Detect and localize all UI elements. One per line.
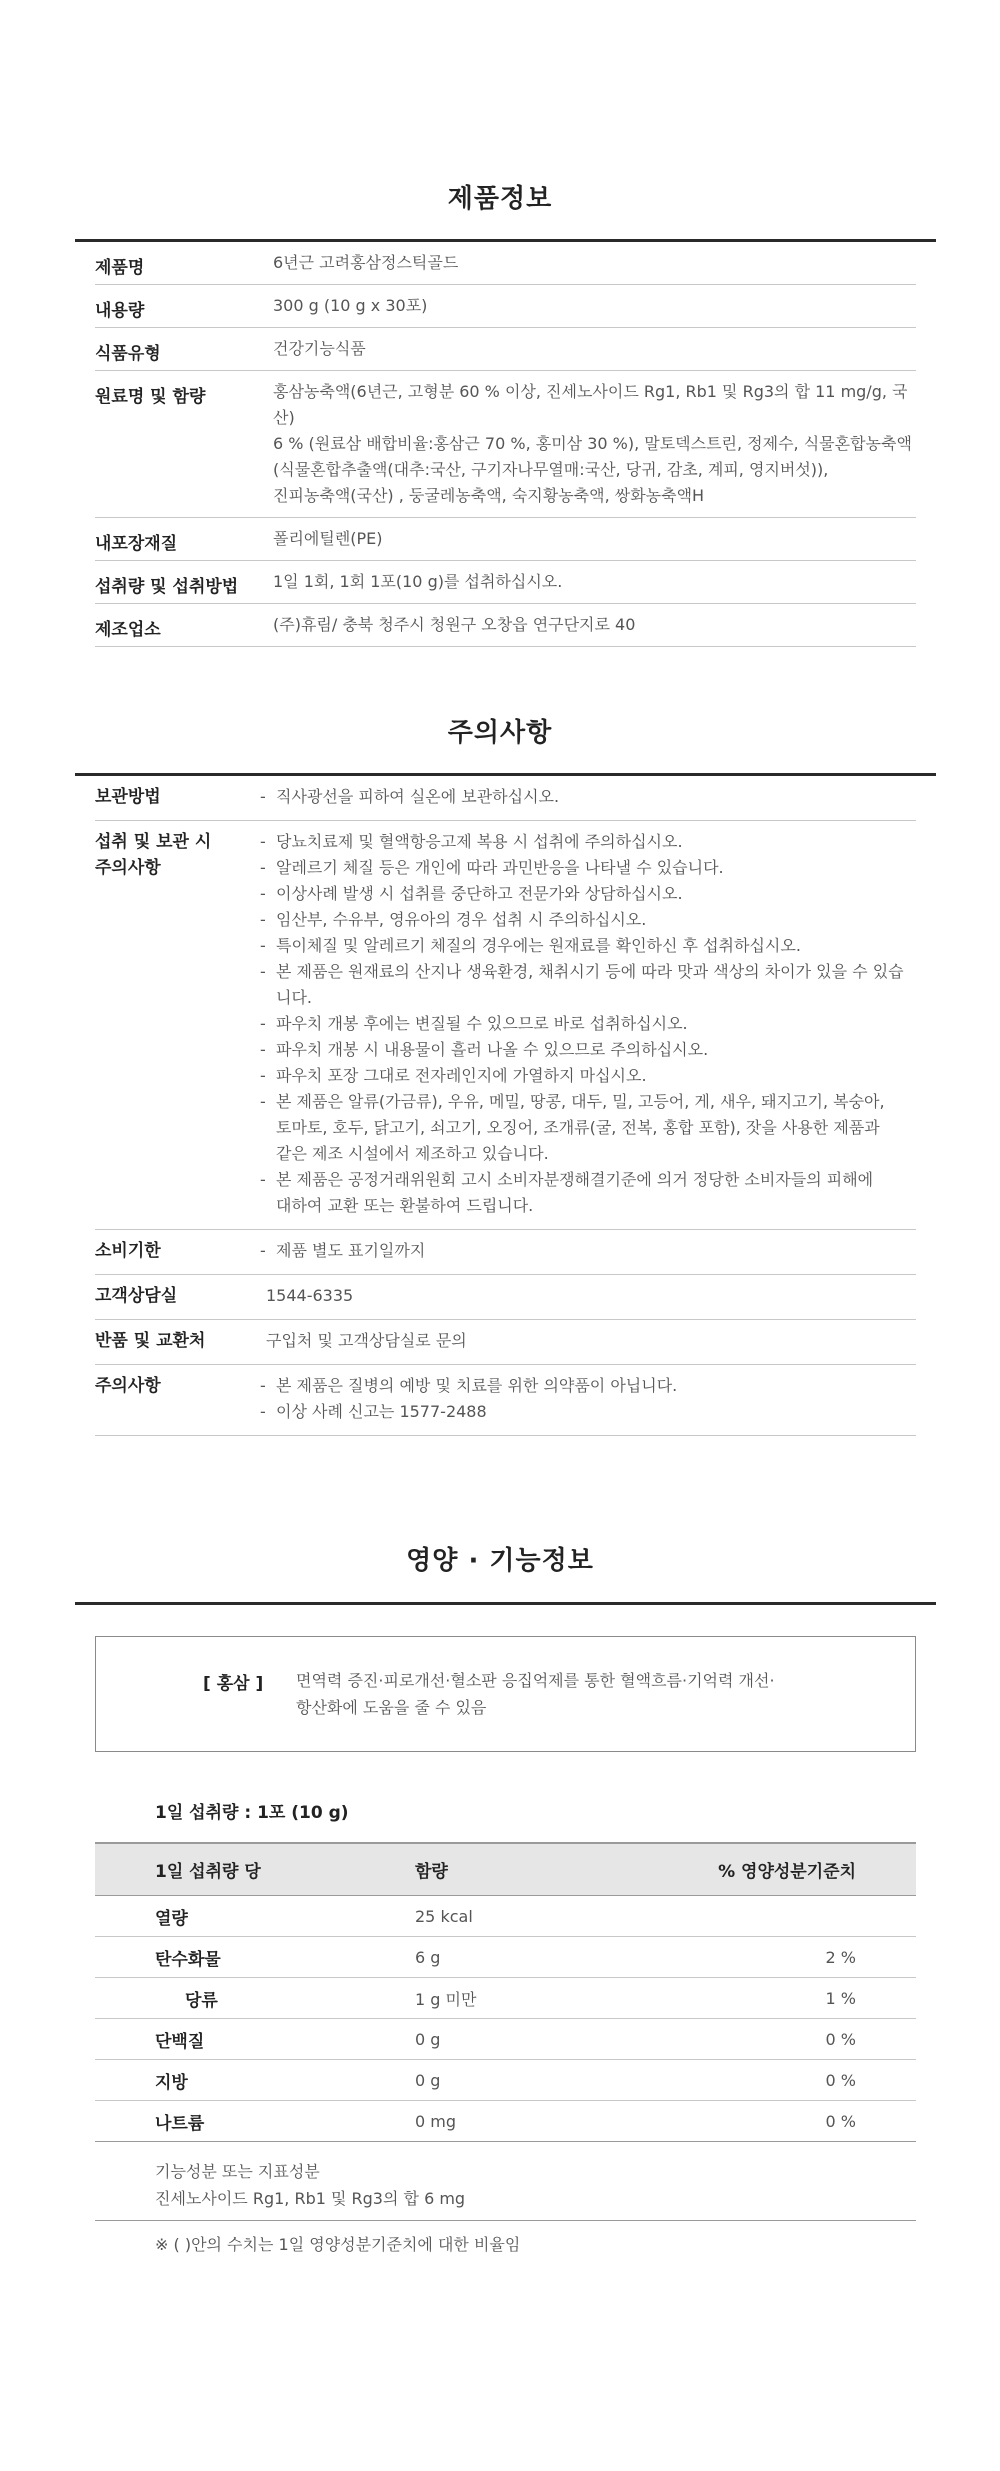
caution-bullet-item: [260, 1089, 916, 1167]
function-line-2: 항산화에 도움을 줄 수 있음: [296, 1698, 487, 1717]
caution-bullet-line: 같은 제조 시설에서 제조하고 있습니다.: [276, 1144, 549, 1163]
nutrient-name: 단백질: [155, 2031, 205, 2052]
product-info-line: 1일 1회, 1회 1포(10 g)를 섭취하십시오.: [273, 572, 563, 591]
caution-bullet-line: - 본 제품은 원재료의 산지나 생육환경, 채취시기 등에 따라 맛과 색상의 차이가 있을 수 있습니다.: [276, 962, 904, 1007]
caution-bullet-line: - 파우치 포장 그대로 전자레인지에 가열하지 마십시오.: [276, 1066, 647, 1085]
product-info-row: [95, 242, 916, 285]
intake-items: [260, 821, 916, 1229]
product-info-line: 폴리에틸렌(PE): [273, 529, 383, 548]
caution-bullet-item: - 제품 별도 표기일까지: [260, 1238, 916, 1264]
product-info-line: (주)휴림/ 충북 청주시 청원구 오창읍 연구단지로 40: [273, 615, 636, 634]
storage-label: 보관방법: [95, 787, 161, 807]
nutrition-row: [95, 1978, 916, 2019]
product-info-line: 6년근 고려홍삼정스틱골드: [273, 253, 459, 272]
header-per-serving: 1일 섭취량 당: [155, 1862, 261, 1882]
nutrition-table-header: [95, 1842, 916, 1896]
cs-label: 고객상담실: [95, 1286, 178, 1306]
caution-bullet-item: [260, 1011, 916, 1037]
nutrition-row: [95, 1937, 916, 1978]
daily-value-note: ※ ( )안의 수치는 1일 영양성분기준치에 대한 비율임: [155, 2235, 521, 2254]
product-info-value: [273, 518, 916, 560]
function-text: [296, 1667, 856, 1721]
caution-bullet-item: [260, 1167, 916, 1219]
nutrient-amount: 25 kcal: [415, 1906, 473, 1926]
product-info-line: (식물혼합추출액(대추:국산, 구기자나무열매:국산, 당귀, 감초, 계피, 영지버섯)),: [273, 460, 829, 479]
product-info-label: 원료명 및 함량: [95, 387, 206, 407]
nutrient-amount: 0 g: [415, 2070, 441, 2090]
cs-phone: 1544-6335: [266, 1286, 354, 1305]
caution-title: 주의사항: [447, 718, 553, 748]
function-label: [ 홍삼 ]: [203, 1674, 264, 1694]
product-info-value: [273, 371, 916, 517]
product-info-row: [95, 285, 916, 328]
caution-row-intake: [95, 821, 916, 1230]
nutrient-daily-value: 1 %: [825, 1988, 856, 2008]
intake-label-line-2: 주의사항: [95, 858, 161, 878]
caution-bullet-line: 토마토, 호두, 닭고기, 쇠고기, 오징어, 조개류(굴, 전복, 홍합 포함), 잣을 사용한 제품과: [276, 1118, 880, 1137]
nutrient-daily-value: 0 %: [825, 2111, 856, 2131]
caution-bullet-item: - 본 제품은 질병의 예방 및 치료를 위한 의약품이 아닙니다.: [260, 1373, 916, 1399]
intake-label-line-1: 섭취 및 보관 시: [95, 832, 212, 852]
header-daily-value: % 영양성분기준치: [718, 1862, 856, 1882]
product-info-value: [273, 328, 916, 370]
product-info-table: [95, 242, 916, 647]
product-info-title: 제품정보: [447, 184, 553, 214]
caution-bullet-item: [260, 881, 916, 907]
nutrient-name: 당류: [185, 1990, 218, 2011]
nutrient-daily-value: 0 %: [825, 2070, 856, 2090]
nutrient-amount: 6 g: [415, 1947, 441, 1967]
nutrient-name: 나트륨: [155, 2113, 205, 2134]
nutrient-amount: 1 g 미만: [415, 1989, 477, 2009]
caution-row-refund: [95, 1320, 916, 1365]
intake-label: [95, 821, 260, 1229]
function-box: [95, 1636, 916, 1752]
storage-items: [260, 776, 916, 820]
caution-row-cs: [95, 1275, 916, 1320]
caution-bullet-line: - 파우치 개봉 시 내용물이 흘러 나올 수 있으므로 주의하십시오.: [276, 1040, 709, 1059]
caution-bullet-item: [260, 907, 916, 933]
nutrition-table: [95, 1842, 916, 2142]
product-info-line: 6 % (원료삼 배합비율:홍삼근 70 %, 홍미삼 30 %), 말토덱스트린, 정제수, 식물혼합농축액: [273, 434, 912, 453]
product-info-line: 홍삼농축액(6년근, 고형분 60 % 이상, 진세노사이드 Rg1, Rb1 및 Rg3의 합 11 mg/g, 국산): [273, 382, 908, 427]
notice-items: [260, 1365, 916, 1435]
caution-bullet-item: [260, 855, 916, 881]
caution-bullet-line: - 본 제품은 공정거래위원회 고시 소비자분쟁해결기준에 의거 정당한 소비자들의 피해에: [276, 1170, 874, 1189]
product-info-label: 제품명: [95, 258, 145, 278]
serving-size: 1일 섭취량 : 1포 (10 g): [155, 1803, 349, 1823]
nutrition-row: [95, 2060, 916, 2101]
functional-component-value: 진세노사이드 Rg1, Rb1 및 Rg3의 합 6 mg: [155, 2189, 466, 2208]
product-info-label: 섭취량 및 섭취방법: [95, 577, 239, 597]
caution-bullet-line: - 알레르기 체질 등은 개인에 따라 과민반응을 나타낼 수 있습니다.: [276, 858, 724, 877]
caution-bullet-line: - 당뇨치료제 및 혈액항응고제 복용 시 섭취에 주의하십시오.: [276, 832, 683, 851]
caution-bullet-line: - 임산부, 수유부, 영유아의 경우 섭취 시 주의하십시오.: [276, 910, 647, 929]
functional-component-title: 기능성분 또는 지표성분: [155, 2162, 320, 2181]
caution-row-storage: [95, 776, 916, 821]
functional-component: [95, 2148, 916, 2221]
caution-table: [95, 776, 916, 1436]
caution-bullet-line: - 이상사례 발생 시 섭취를 중단하고 전문가와 상담하십시오.: [276, 884, 683, 903]
product-info-row: [95, 328, 916, 371]
nutrient-amount: 0 g: [415, 2029, 441, 2049]
nutrition-title: 영양 · 기능정보: [406, 1546, 594, 1576]
caution-bullet-item: - 직사광선을 피하여 실온에 보관하십시오.: [260, 784, 916, 810]
nutrient-amount: 0 mg: [415, 2111, 457, 2131]
expiry-items: [260, 1230, 916, 1274]
product-info-line: 건강기능식품: [273, 339, 366, 358]
nutrient-name: 탄수화물: [155, 1949, 221, 1970]
caution-bullet-item: [260, 959, 916, 1011]
caution-bullet-item: [260, 933, 916, 959]
nutrition-row: [95, 2101, 916, 2142]
product-info-row: [95, 561, 916, 604]
product-info-label: 식품유형: [95, 344, 161, 364]
caution-bullet-item: - 이상 사례 신고는 1577-2488: [260, 1399, 916, 1425]
nutrient-daily-value: 0 %: [825, 2029, 856, 2049]
product-info-line: 진피농축액(국산) , 둥굴레농축액, 숙지황농축액, 쌍화농축액H: [273, 486, 705, 505]
nutrient-name: 지방: [155, 2072, 188, 2093]
product-info-label: 내용량: [95, 301, 145, 321]
header-amount: 함량: [415, 1862, 448, 1882]
product-info-row: [95, 371, 916, 518]
product-info-value: [273, 604, 916, 646]
product-info-row: [95, 518, 916, 561]
nutrient-daily-value: 2 %: [825, 1947, 856, 1967]
product-info-value: [273, 285, 916, 327]
caution-bullet-line: 대하여 교환 또는 환불하여 드립니다.: [276, 1196, 534, 1215]
caution-bullet-line: - 본 제품은 알류(가금류), 우유, 메밀, 땅콩, 대두, 밀, 고등어, 게, 새우, 돼지고기, 복숭아,: [276, 1092, 885, 1111]
caution-bullet-item: [260, 1037, 916, 1063]
refund-value: 구입처 및 고객상담실로 문의: [266, 1331, 467, 1350]
caution-bullet-item: [260, 829, 916, 855]
caution-row-notice: [95, 1365, 916, 1436]
function-line-1: 면역력 증진·피로개선·혈소판 응집억제를 통한 혈액흐름·기억력 개선·: [296, 1671, 775, 1690]
expiry-label: 소비기한: [95, 1241, 161, 1261]
nutrition-row: [95, 1896, 916, 1937]
nutrition-rule: [75, 1602, 936, 1605]
nutrient-name: 열량: [155, 1908, 188, 1929]
product-info-row: [95, 604, 916, 647]
caution-bullet-line: - 특이체질 및 알레르기 체질의 경우에는 원재료를 확인하신 후 섭취하십시오.: [276, 936, 801, 955]
product-info-line: 300 g (10 g x 30포): [273, 296, 428, 315]
caution-row-expiry: [95, 1230, 916, 1275]
product-info-label: 내포장재질: [95, 534, 178, 554]
refund-label: 반품 및 교환처: [95, 1331, 206, 1351]
notice-label: 주의사항: [95, 1376, 161, 1396]
product-info-value: [273, 242, 916, 284]
caution-bullet-line: - 파우치 개봉 후에는 변질될 수 있으므로 바로 섭취하십시오.: [276, 1014, 688, 1033]
product-info-value: [273, 561, 916, 603]
caution-bullet-item: [260, 1063, 916, 1089]
product-info-label: 제조업소: [95, 620, 161, 640]
nutrition-row: [95, 2019, 916, 2060]
